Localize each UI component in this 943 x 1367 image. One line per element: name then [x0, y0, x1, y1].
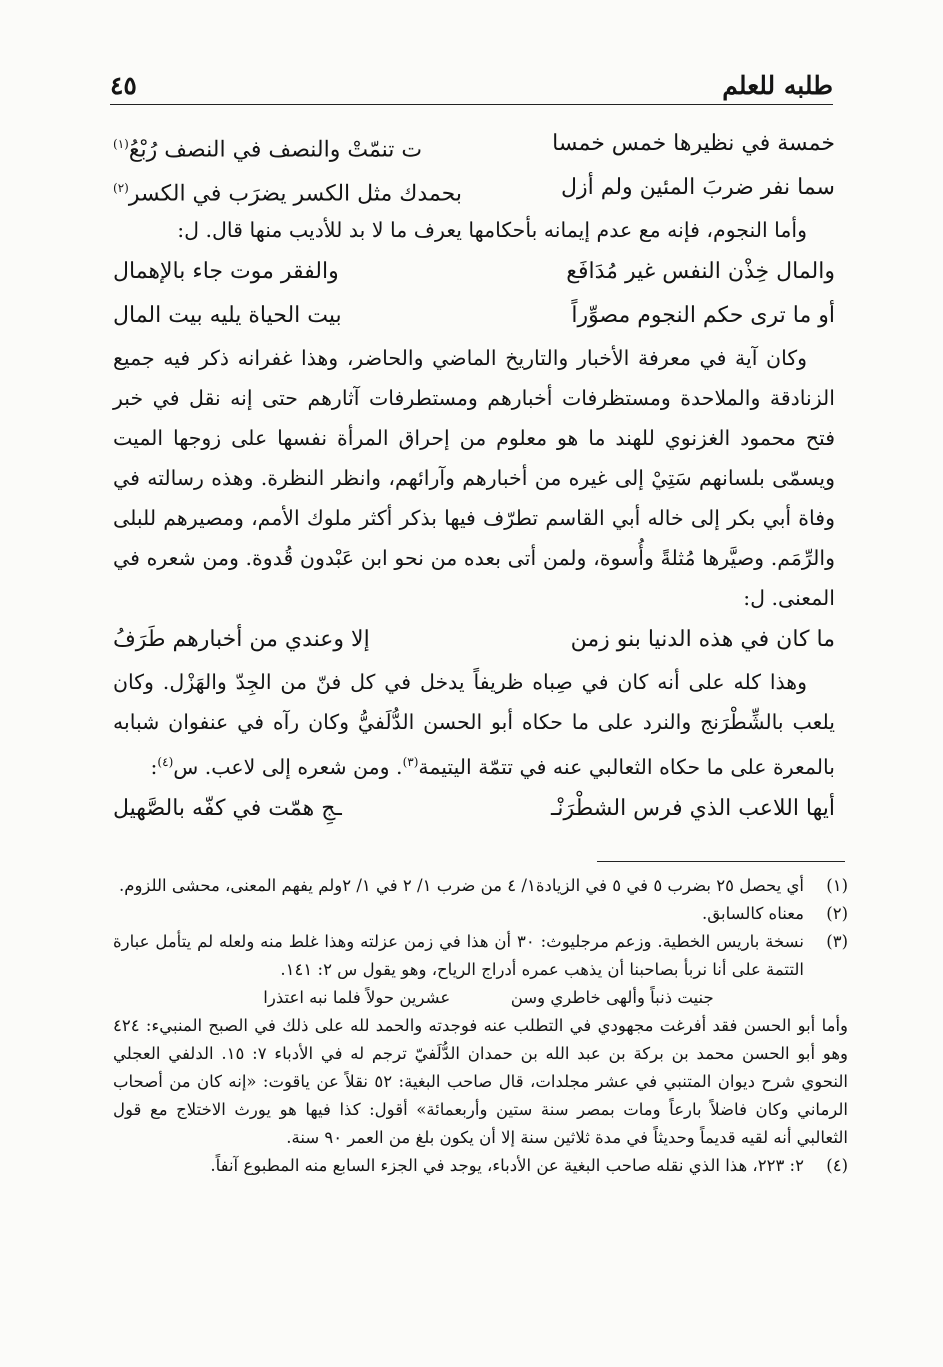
verse-second-hemistich: ـجِ همّت في كفّه بالصَّهيل: [113, 795, 342, 821]
footnote-text: أي يحصل ٢٥ بضرب ٥ في ٥ في الزيادة١/ ٤ من ضرب ١/ ٢ في ١/ ٢ولم يفهم المعنى، محشى اللزوم.: [119, 876, 804, 895]
verse-first-hemistich: أيها اللاعب الذي فرس الشطْرَنْـ: [550, 795, 835, 821]
footnote-number: (٤): [826, 1156, 848, 1175]
paragraph: وكان آية في معرفة الأخبار والتاريخ الماضي والحاضر، وهذا غفرانه ذكر فيه جميع الزنادقة والملاحدة ومستظرفات أخبارهم ومستطرفات آثارهم حتى إنه نقل في خبر فتح محمود الغزنوي للهند ما هو معلوم من إحراق المرأة نفسها على زوجها الميت ويسمّى بلسانهم سَتِيْ إلى غيره من أخبارهم وآرائهم، وانظر النظرة. وهذه رسالته في وفاة أبي بكر إلى خاله أبي القاسم تطرّف فيها بذكر أكثر ملوك الأمم، ومصيرهم للبلى والرِّمَم. وصيَّرها مُثلةً وأُسوة، ولمن أتى بعده من نحو ابن عَبْدون قُدوة. ومن شعره في المعنى. ل:: [113, 346, 835, 610]
verse-first-hemistich: أو ما ترى حكم النجوم مصوِّراً: [571, 303, 835, 328]
footnote: [113, 900, 848, 928]
footnote-number: (٢): [826, 904, 848, 923]
main-text: [113, 122, 835, 831]
footnote-separator: [597, 861, 845, 862]
verse-second-hemistich: بيت الحياة يليه بيت المال: [113, 303, 342, 328]
verse-line: [113, 618, 835, 662]
footnote-number: (١): [826, 876, 848, 895]
verse-first-hemistich: سما نفر ضربَ المئين ولم أزل: [561, 175, 835, 200]
footnote-number: (٣): [826, 932, 848, 951]
footnote-text: معناه كالسابق.: [702, 904, 804, 923]
footnote-marker: (٤): [157, 755, 174, 769]
verse-second-hemistich: إلا وعندي من أخبارهم طَرَفُ: [113, 627, 370, 652]
footnote: [113, 1152, 848, 1180]
verse-first-hemistich: والمال خِذْن النفس غير مُدَافَع: [566, 259, 835, 284]
running-title: طلبه للعلم: [722, 71, 833, 100]
footnote-verse: [113, 984, 804, 1012]
verse-line: [113, 166, 835, 210]
footnote: [113, 872, 848, 900]
footnote-text: نسخة باريس الخطية. وزعم مرجليوث: ٣٠ أن هذا في زمن عزلته وهذا غلط منه ولعله لم يتأمل عبارة التتمة على أنا نربأ بصاحبنا أن يذهب عمره أدراج الرياح، وهو يقول س ٢: ١٤١.: [113, 932, 804, 979]
paragraph: وهذا كله على أنه كان في صِباه ظريفاً يدخل في كل فنّ من الجِدّ والهَزْل. وكان يلعب بالشِّطْرَنج والنرد على ما حكاه أبو الحسن الدُّلَفيُّ وكان رآه في عنفوان شبابه بالمعرة على ما حكاه الثعالبي عنه في تتمّة اليتيمة$^{(٣)}$. ومن شعره إلى لاعب. س$^{(٤)}$:: [113, 670, 835, 779]
footnote-marker: (٣): [402, 755, 419, 769]
footnotes: [113, 872, 848, 1180]
verse-second-hemistich: بحمدك مثل الكسر يضرَب في الكسر$^{(٢)}$: [113, 181, 462, 207]
verse-second-hemistich: والفقر موت جاء بالإهمال: [113, 259, 339, 284]
footnote-text: ٢: ٢٢٣، هذا الذي نقله صاحب البغية عن الأدباء، يوجد في الجزء السابع منه المطبوع آنفاً.: [210, 1156, 804, 1175]
verse-line: [113, 122, 835, 166]
verse-first-hemistich: جنيت ذنباً وألهى خاطري وسن: [510, 988, 714, 1007]
paragraph: وأما النجوم، فإنه مع عدم إيمانه بأحكامها يعرف ما لا بد للأديب منها قال. ل:: [177, 218, 807, 242]
footnote-text: وأما أبو الحسن فقد أفرغت مجهودي في التطلب عنه فوجدته والحمد لله على ذلك في الصبح المنبيء: ٤٢٤ وهو أبو الحسن محمد بن بركة بن عبد الله بن حمدان الدُّلَفيّ ترجم له في الأدباء ٧: ١٥. الدلفي العجلي النحوي شرح ديوان المتنبي في عشر مجلدات، قال صاحب البغية: ٥٢ نقلاً عن ياقوت: «إنه كان من أصحاب الرماني وكان فاضلاً بارعاً ومات بمصر سنة ستين وأربعمائة» أقول: كذا فيها هو يورث الاختلاج مع قول الثعالبي أنه لقيه قديماً وحديثاً في مدة ثلاثين سنة إلا أن يكون بلغ من العمر ٩٠ سنة.: [113, 1016, 848, 1147]
running-header: [110, 62, 833, 105]
verse-first-hemistich: خمسة في نظيرها خمس خمسا: [552, 131, 835, 156]
verse-line: [113, 294, 835, 338]
page-number: ٤٥: [110, 71, 137, 100]
footnote-continuation: [113, 1012, 848, 1152]
footnote: [113, 928, 848, 1012]
footnote-marker: (١): [113, 137, 129, 151]
verse-line: [113, 250, 835, 294]
verse-line: [113, 787, 835, 831]
verse-second-hemistich: عشرين حولاً فلما نبه اعتذرا: [263, 988, 451, 1007]
verse-first-hemistich: ما كان في هذه الدنيا بنو زمن: [570, 627, 835, 652]
footnote-marker: (٢): [113, 181, 129, 195]
verse-second-hemistich: ت تنمّتْ والنصف في النصف رُبْعُ$^{(١)}$: [113, 137, 423, 163]
